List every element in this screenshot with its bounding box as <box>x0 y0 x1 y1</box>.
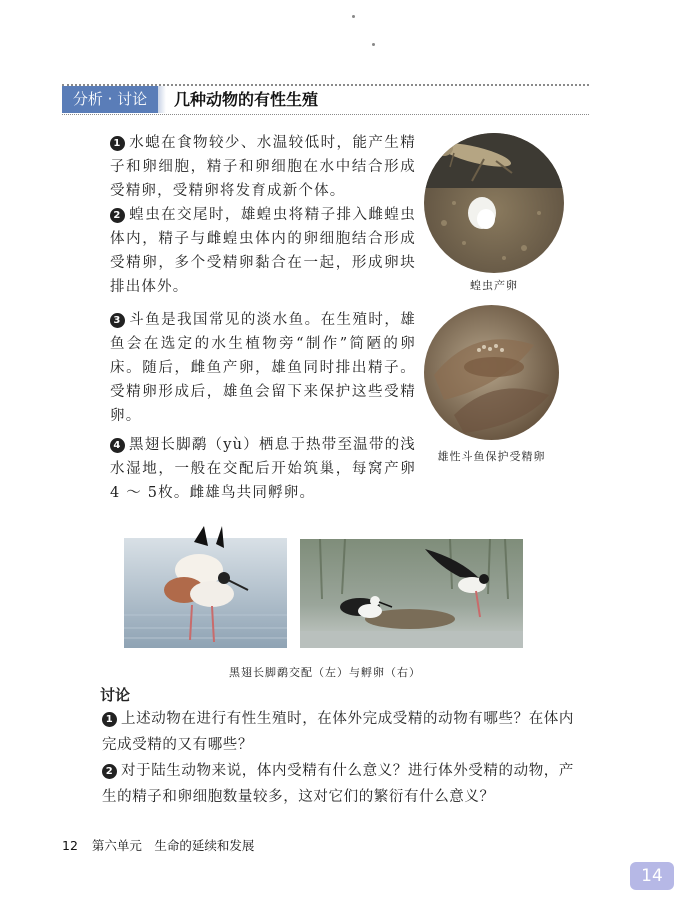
section-tag-fade <box>158 86 166 113</box>
discussion-title: 讨论 <box>100 686 131 704</box>
bird-mating-photo <box>124 520 287 648</box>
question-text: 对于陆生动物来说，体内受精有什么意义？进行体外受精的动物，产生的精子和卵细胞数量较多，这对它们的繁衍有什么意义？ <box>102 763 574 805</box>
birds-caption: 黑翅长脚鹬交配（左）与孵卵（右） <box>229 666 421 679</box>
fish-caption: 雄性斗鱼保护受精卵 <box>437 450 546 463</box>
number-badge: 2 <box>110 208 125 223</box>
number-badge: 4 <box>110 438 125 453</box>
header-rule-bottom <box>62 114 589 115</box>
bird-incubating-illustration <box>300 539 523 648</box>
question-text: 上述动物在进行有性生殖时，在体外完成受精的动物有哪些？在体内完成受精的又有哪些？ <box>102 711 574 753</box>
number-badge: 2 <box>102 764 117 779</box>
page-footer <box>62 836 254 854</box>
number-badge: 1 <box>110 136 125 151</box>
locust-photo <box>424 133 564 273</box>
paragraph-text: 斗鱼是我国常见的淡水鱼。在生殖时，雄鱼会在选定的水生植物旁“制作”简陋的卵床。随后，雌鱼产卵，雄鱼同时排出精子。受精卵形成后，雄鱼会留下来保护这些受精卵。 <box>110 312 416 424</box>
bird-incubating-photo <box>300 539 523 648</box>
number-badge: 3 <box>110 313 125 328</box>
paragraph-bird <box>80 433 416 505</box>
decorative-dot <box>372 43 375 46</box>
paragraph-fish <box>80 308 416 428</box>
page-number: 12 <box>62 838 78 853</box>
unit-title: 第六单元 生命的延续和发展 <box>91 838 255 853</box>
paragraph-hydra <box>80 131 416 203</box>
fish-photo <box>424 305 559 440</box>
paragraph-text: 蝗虫在交尾时，雄蝗虫将精子排入雌蝗虫体内，精子与雌蝗虫体内的卵细胞结合形成受精卵，多个受精卵黏合在一起，形成卵块排出体外。 <box>110 207 416 295</box>
number-badge: 1 <box>102 712 117 727</box>
decorative-dot <box>352 15 355 18</box>
question-2 <box>80 758 580 810</box>
bird-mating-illustration <box>124 520 287 648</box>
page-badge: 14 <box>630 862 674 890</box>
locust-caption: 蝗虫产卵 <box>470 279 518 292</box>
section-title: 几种动物的有性生殖 <box>174 90 319 109</box>
paragraph-text: 水螅在食物较少、水温较低时，能产生精子和卵细胞，精子和卵细胞在水中结合形成受精卵，受精卵将发育成新个体。 <box>110 135 416 199</box>
fish-illustration <box>424 305 559 440</box>
paragraph-locust <box>80 203 416 299</box>
question-1 <box>80 706 580 758</box>
section-tag: 分析 · 讨论 <box>62 86 158 113</box>
paragraph-text: 黑翅长脚鹬（yù）栖息于热带至温带的浅水湿地，一般在交配后开始筑巢，每窝产卵4 ～ 5枚。雌雄鸟共同孵卵。 <box>110 437 416 501</box>
locust-illustration <box>424 133 564 273</box>
